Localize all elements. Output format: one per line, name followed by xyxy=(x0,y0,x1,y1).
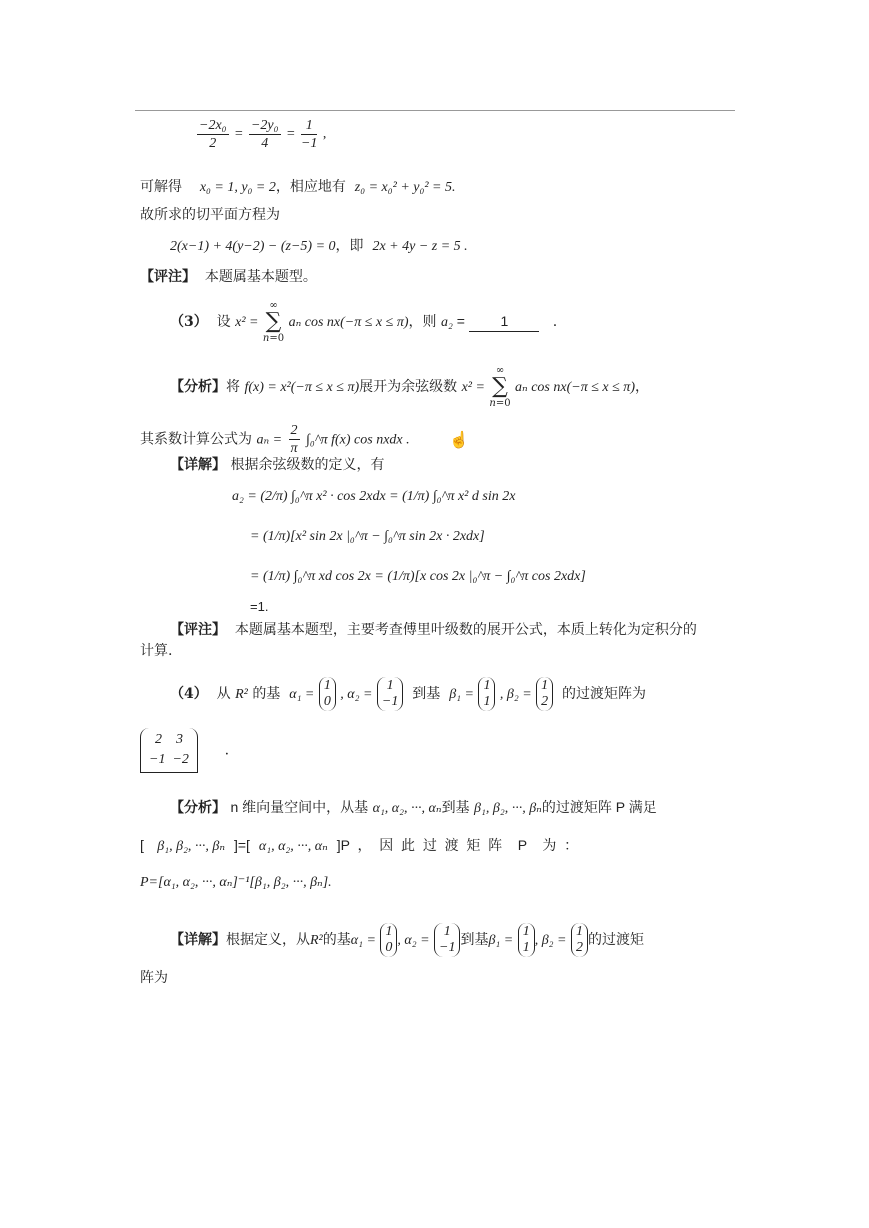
question-3: （3） 设 x² = ∞ ∑ n=0 aₙ cos nx(−π ≤ x ≤ π)，则 a₂ = 1 . xyxy=(170,300,558,344)
detail-3-row-3: = (1/π) ∫₀^π xd cos 2x = (1/π)[x cos 2x |₀^π − ∫₀^π cos 2xdx] xyxy=(250,569,586,584)
analysis-4-line-2: [ β₁, β₂, ···, βₙ ]=[ α₁, α₂, ···, αₙ ]P ， 因 此 过 渡 矩 阵 P 为 ： xyxy=(140,837,579,854)
question-4: （4） 从 R² 的基 α₁ = 1 0 , α₂ = 1 −1 到基 β₁ = 1 1 , β₂ = 1 2 的过渡矩阵为 xyxy=(170,678,647,709)
detail-4-cont: 阵为 xyxy=(140,970,168,986)
tangent-plane-equation: 2(x−1) + 4(y−2) − (z−5) = 0，即 2x + 4y − z = 5 . xyxy=(170,238,468,254)
detail-3-result: =1. xyxy=(250,599,269,614)
vector-beta2: 1 2 xyxy=(536,677,553,711)
comment-2-cont: 计算. xyxy=(140,643,173,659)
equation-fractions: $\frac{\text{−2x₀}}{2}$ = $\frac{\text{−2y₀}}{4}$ = $\frac{1}{-1}$ , xyxy=(199,118,327,151)
detail-3-intro: 【详解】 根据余弦级数的定义，有 xyxy=(170,457,385,473)
coefficient-formula: 其系数计算公式为 aₙ = $\frac{2}{\pi}$ ∫₀^π f(x) cos nxdx . xyxy=(140,423,410,456)
hand-cursor-icon: ☝ xyxy=(449,430,469,449)
solution-line: 可解得 x₀ = 1, y₀ = 2，相应地有 z₀ = x₀² + y₀² = 5. xyxy=(140,179,456,195)
detail-3-row-2: = (1/π)[x² sin 2x |₀^π − ∫₀^π sin 2x · 2xdx] xyxy=(250,529,485,544)
tangent-plane-intro: 故所求的切平面方程为 xyxy=(140,207,280,223)
detail-3-row-1: a₂ = (2/π) ∫₀^π x² · cos 2xdx = (1/π) ∫₀^π x² d sin 2x xyxy=(232,489,516,504)
detail-4: 【详解】根据定义，从R²的基α₁ = 1 0 , α₂ = 1 −1 到基β₁ = 1 1 , β₂ = 1 2 的过渡矩 xyxy=(170,924,644,955)
analysis-4: 【分析】 n 维向量空间中，从基 α₁, α₂, ···, αₙ到基 β₁, β₂, ···, βₙ的过渡矩阵 P 满足 xyxy=(170,799,657,816)
answer-matrix-4: 2 3 −1 −2 . xyxy=(140,728,229,774)
top-rule xyxy=(135,110,735,111)
analysis-3: 【分析】将 f(x) = x²(−π ≤ x ≤ π)展开为余弦级数 x² = ∞ ∑ n=0 aₙ cos nx(−π ≤ x ≤ π)， xyxy=(170,365,649,409)
vector-alpha2: 1 −1 xyxy=(377,677,403,711)
answer-blank-3: 1 xyxy=(469,311,539,332)
vector-beta1: 1 1 xyxy=(478,677,495,711)
vector-alpha1: 1 0 xyxy=(319,677,336,711)
comment-1: 【评注】 本题属基本题型。 xyxy=(140,269,317,285)
comment-2: 【评注】 本题属基本题型，主要考查傅里叶级数的展开公式，本质上转化为定积分的 xyxy=(170,622,697,638)
analysis-4-formula: P=[α₁, α₂, ···, αₙ]⁻¹[β₁, β₂, ···, βₙ]. xyxy=(140,875,332,890)
